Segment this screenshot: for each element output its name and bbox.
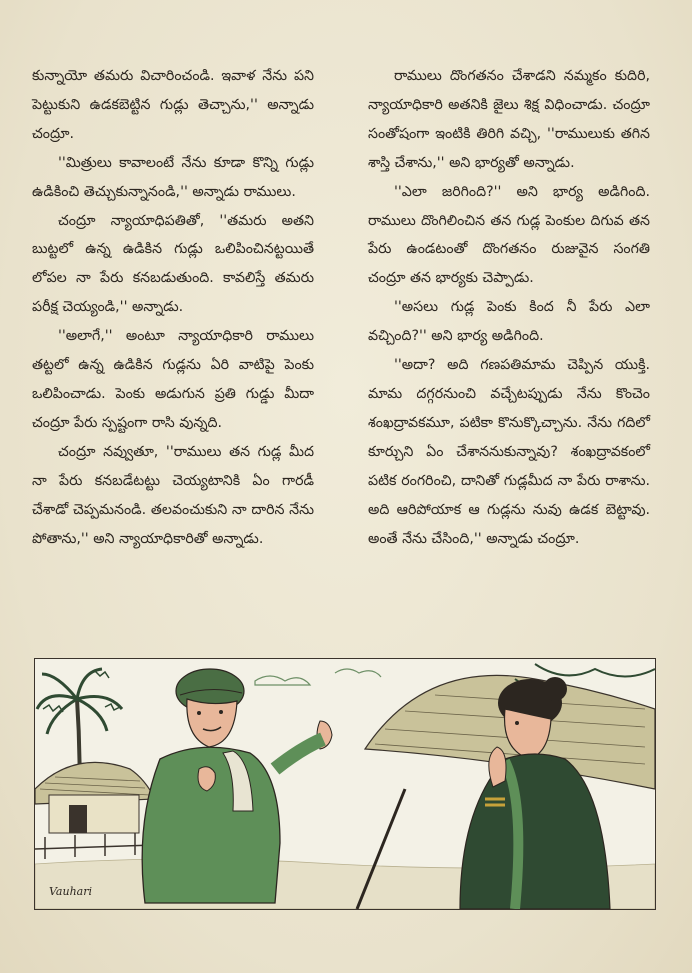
right-text-column [368,62,650,553]
paragraph: ''అలాగే,'' అంటూ న్యాయాధికారి రాములు తట్టలో ఉన్న ఉడికిన గుడ్లను ఏరి వాటిపై పెంకు ఒలిపించాడు. పెంకు అడుగున ప్రతి గుడ్డు మీదా చంద్రూ పేరు స్పష్టంగా రాసి వున్నది. [32,328,314,431]
paragraph: ''మిత్రులు కావాలంటే నేను కూడా కొన్ని గుడ్లు ఉడికించి తెచ్చుకున్నానండి,'' అన్నాడు రాములు. [32,154,314,200]
paragraph: రాములు దొంగతనం చేశాడని నమ్మకం కుదిరి, న్యాయాధికారి అతనికి జైలు శిక్ష విధించాడు. చంద్రూ సంతోషంగా ఇంటికి తిరిగి వచ్చి, ''రాములుకు తగిన శాస్తి చేశాను,'' అని భార్యతో అన్నాడు. [368,68,650,171]
paragraph: ''ఎలా జరిగింది?'' అని భార్య అడిగింది. రాములు దొంగిలించిన తన గుడ్ల పెంకుల దిగువ తన పేరు ఉండటంతో దొంగతనం రుజువైన సంగతి చంద్రూ తన భార్యకు చెప్పాడు. [368,183,650,287]
paragraph: ''అదా? అది గణపతిమామ చెప్పిన యుక్తి. మామ దగ్గరనుంచి వచ్చేటప్పుడు నేను కొంచెం శంఖద్రావకమూ, పటికా కొనుక్కొచ్చాను. నేను గదిలో కూర్చుని ఏం చేశాననుకున్నావు? శంఖద్రావకంలో పటిక రంగరించి, దానితో గుడ్లమీద నా పేరు రాశాను. అది ఆరిపోయాక ఆ గుడ్లను నువు ఉడక బెట్టావు. అంతే నేను చేసింది,'' అన్నాడు చంద్రూ. [368,357,650,547]
paragraph: చంద్రూ నవ్వుతూ, ''రాములు తన గుడ్ల మీద నా పేరు కనబడేటట్టు చెయ్యటానికి ఏం గారడీ చేశాడో చెప్పమనండి. తలవంచుకుని నా దారిన నేను పోతాను,'' అని న్యాయాధికారితో అన్నాడు. [32,443,314,547]
paragraph: కున్నాయో తమరు విచారించండి. ఇవాళ నేను పని పెట్టుకుని ఉడకబెట్టిన గుడ్లు తెచ్చాను,'' అన్నాడు చంద్రూ. [32,68,314,142]
paragraph: ''అసలు గుడ్ల పెంకు కింద నీ పేరు ఎలా వచ్చింది?'' అని భార్య అడిగింది. [368,299,650,345]
artist-signature: Vauhari [49,885,92,898]
story-illustration [34,658,656,910]
left-text-column [32,62,314,553]
paragraph: చంద్రూ న్యాయాధిపతితో, ''తమరు అతని బుట్టలో ఉన్న ఉడికిన గుడ్లు ఒలిపించినట్టయితే లోపల నా పేరు కనబడుతుంది. కావలిస్తే తమరు పరీక్ష చెయ్యండి,'' అన్నాడు. [32,212,314,316]
illustration-scene [35,659,655,909]
